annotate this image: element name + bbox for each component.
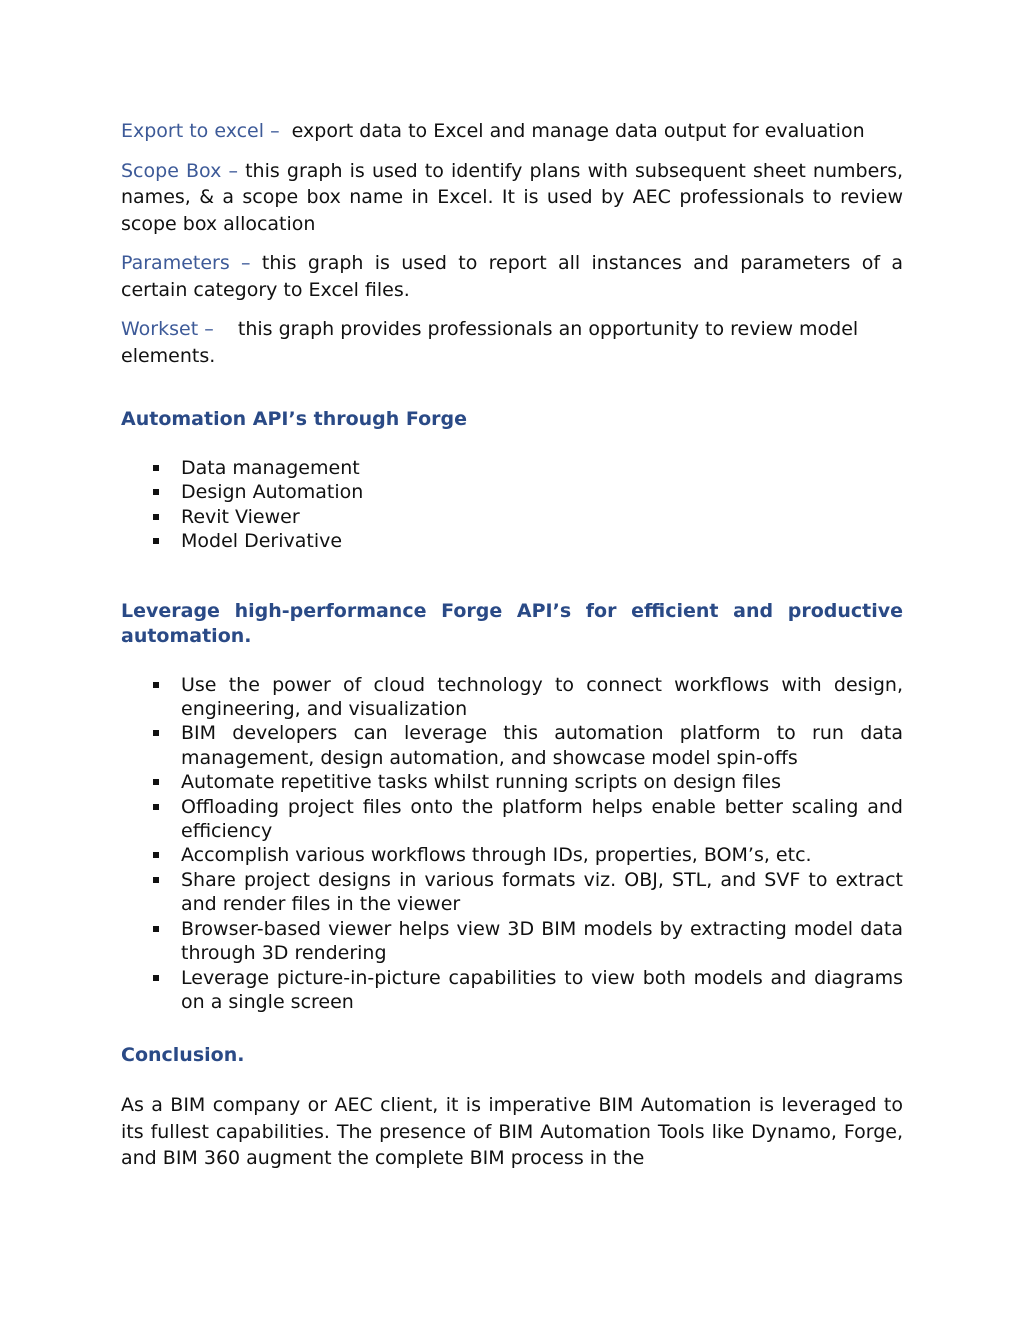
list-item-text: Leverage picture-in-picture capabilities to view both models and diagrams on a single screen [181, 966, 903, 1013]
list-item-text: Design Automation [181, 481, 364, 504]
definition-scope-box [121, 158, 903, 238]
list-item [121, 505, 903, 529]
square-bullet-icon [153, 779, 159, 785]
list-item-text: Automate repetitive tasks whilst running scripts on design files [181, 771, 782, 794]
list-item-text: Share project designs in various formats viz. OBJ, STL, and SVF to extract and render files in the viewer [181, 868, 903, 916]
definition-text: export data to Excel and manage data output for evaluation [291, 120, 865, 142]
list-item [121, 795, 903, 844]
square-bullet-icon [153, 682, 159, 688]
definition-export-to-excel [121, 118, 903, 145]
list-item-text: Use the power of cloud technology to connect workflows with design, engineering, and visualization [181, 673, 903, 721]
list-item [121, 843, 903, 867]
section-heading-conclusion: Conclusion. [121, 1044, 245, 1067]
list-item-text: Model Derivative [181, 530, 343, 553]
list-item [121, 966, 903, 1015]
square-bullet-icon [153, 489, 159, 495]
list-item-text: Revit Viewer [181, 505, 300, 528]
square-bullet-icon [153, 852, 159, 858]
section-heading-automation-apis: Automation API’s through Forge [121, 408, 468, 430]
list-item-text: Data management [181, 457, 360, 479]
square-bullet-icon [153, 538, 159, 544]
leverage-benefits-list [121, 673, 903, 1015]
list-item [121, 480, 903, 504]
definition-text: this graph provides professionals an opportunity to review model elements. [121, 318, 859, 367]
list-item [121, 770, 903, 794]
definition-term: Scope Box – [121, 159, 238, 182]
definition-term: Workset – [121, 318, 214, 340]
list-item [121, 721, 903, 770]
square-bullet-icon [153, 877, 159, 883]
automation-api-list [121, 456, 903, 554]
list-item [121, 673, 903, 722]
definition-text: this graph is used to report all instances and parameters of a certain category to Excel files. [121, 252, 903, 301]
list-item-text: Accomplish various workflows through IDs, properties, BOM’s, etc. [181, 844, 812, 867]
square-bullet-icon [153, 730, 159, 736]
section-heading-leverage-forge: Leverage high-performance Forge API’s for efficient and productive automation. [121, 599, 903, 647]
list-item-text: Browser-based viewer helps view 3D BIM models by extracting model data through 3D rendering [181, 917, 903, 965]
square-bullet-icon [153, 975, 159, 981]
list-item [121, 456, 903, 480]
definition-term: Parameters – [121, 252, 251, 274]
list-item [121, 529, 903, 553]
list-item [121, 868, 903, 917]
conclusion-paragraph: As a BIM company or AEC client, it is imperative BIM Automation is leveraged to its fullest capabilities. The presence of BIM Automation Tools like Dynamo, Forge, and BIM 360 augment the complete BIM process in the [121, 1094, 903, 1170]
square-bullet-icon [153, 804, 159, 810]
list-item [121, 917, 903, 966]
definition-term: Export to excel – [121, 120, 280, 142]
square-bullet-icon [153, 514, 159, 520]
document-page [121, 118, 903, 1172]
definition-parameters [121, 250, 903, 303]
list-item-text: Offloading project files onto the platform helps enable better scaling and efficiency [181, 795, 903, 843]
list-item-text: BIM developers can leverage this automation platform to run data management, design automation, and showcase model spin-offs [181, 722, 903, 769]
square-bullet-icon [153, 926, 159, 932]
definition-text: this graph is used to identify plans with subsequent sheet numbers, names, & a scope box name in Excel. It is used by AEC professionals to review scope box allocation [121, 159, 904, 235]
definition-workset [121, 316, 903, 369]
square-bullet-icon [153, 465, 159, 471]
